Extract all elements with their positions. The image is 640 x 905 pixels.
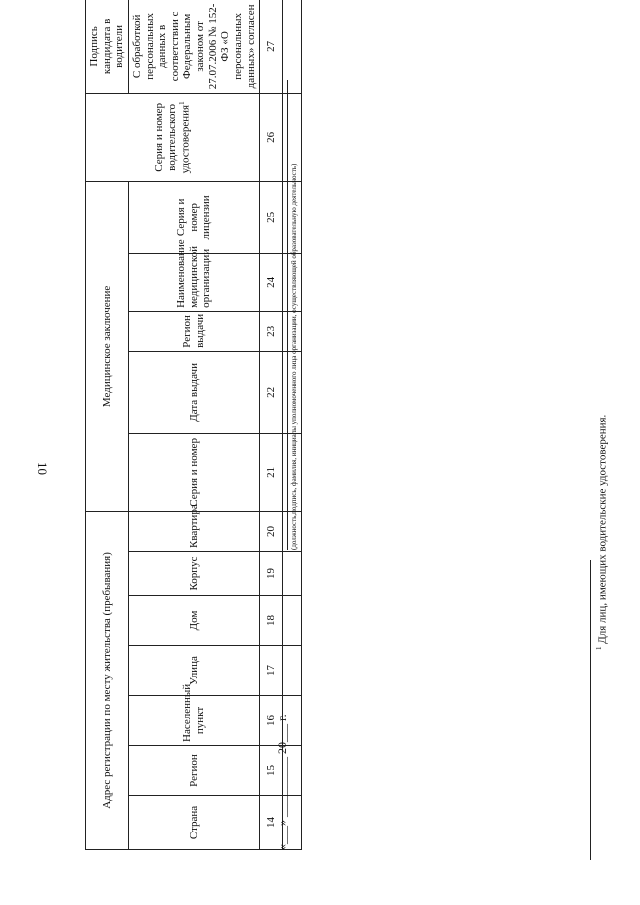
group-medical: Медицинское заключение — [86, 181, 129, 511]
col-number-27: 27 — [260, 0, 283, 93]
col-number-26: 26 — [260, 93, 283, 181]
signature-rule — [287, 80, 288, 550]
signature-caption: (должность,подпись, фамилия, инициалы уполномоченного лица организации, осуществляющей образовательную деятельность) — [290, 163, 298, 550]
col-header-15: Регион — [128, 746, 259, 796]
col-header-20: Квартира — [128, 511, 259, 551]
col-header-18: Дом — [128, 596, 259, 646]
group-signature: Подпись кандидата в водители — [86, 0, 129, 93]
col-header-25: Серия и номер лицензии — [128, 181, 259, 253]
col-header-21: Серия и номер — [128, 433, 259, 511]
col-number-16: 16 — [260, 696, 283, 746]
col-header-26: Серия и номер водительского удостоверения$^1$ — [86, 93, 260, 181]
col-number-19: 19 — [260, 552, 283, 596]
data-table — [85, 0, 302, 850]
col-number-25: 25 — [260, 181, 283, 253]
footnote: $^1$ Для лиц, имеющих водительские удостоверения. — [595, 414, 609, 650]
col-number-20: 20 — [260, 511, 283, 551]
col-number-17: 17 — [260, 646, 283, 696]
col-number-23: 23 — [260, 311, 283, 351]
col-number-18: 18 — [260, 596, 283, 646]
col-header-19: Корпус — [128, 552, 259, 596]
group-address: Адрес регистрации по месту жительства (пребывания) — [86, 511, 129, 849]
page-number: 10 — [35, 462, 50, 475]
col-header-16: Населенный пункт — [128, 696, 259, 746]
col-header-22: Дата выдачи — [128, 351, 259, 433]
date-signature-line — [275, 50, 301, 850]
date-field[interactable]: «___» __________ 20___ г. — [275, 714, 289, 850]
col-number-24: 24 — [260, 253, 283, 311]
col-header-17: Улица — [128, 646, 259, 696]
col-header-27: С обработкой персональных данных в соответствии с Федеральным законом от 27.07.2006 № 152-ФЗ «О персональных данных» согласен — [128, 0, 259, 93]
col-number-14: 14 — [260, 796, 283, 850]
footnote-divider — [590, 560, 591, 860]
col-header-23: Регион выдачи — [128, 311, 259, 351]
form-content — [85, 3, 305, 850]
col-header-24: Наименование медицинской организации — [128, 253, 259, 311]
col-header-14: Страна — [128, 796, 259, 850]
col-number-15: 15 — [260, 746, 283, 796]
col-number-22: 22 — [260, 351, 283, 433]
registration-form — [85, 3, 305, 850]
col-number-21: 21 — [260, 433, 283, 511]
